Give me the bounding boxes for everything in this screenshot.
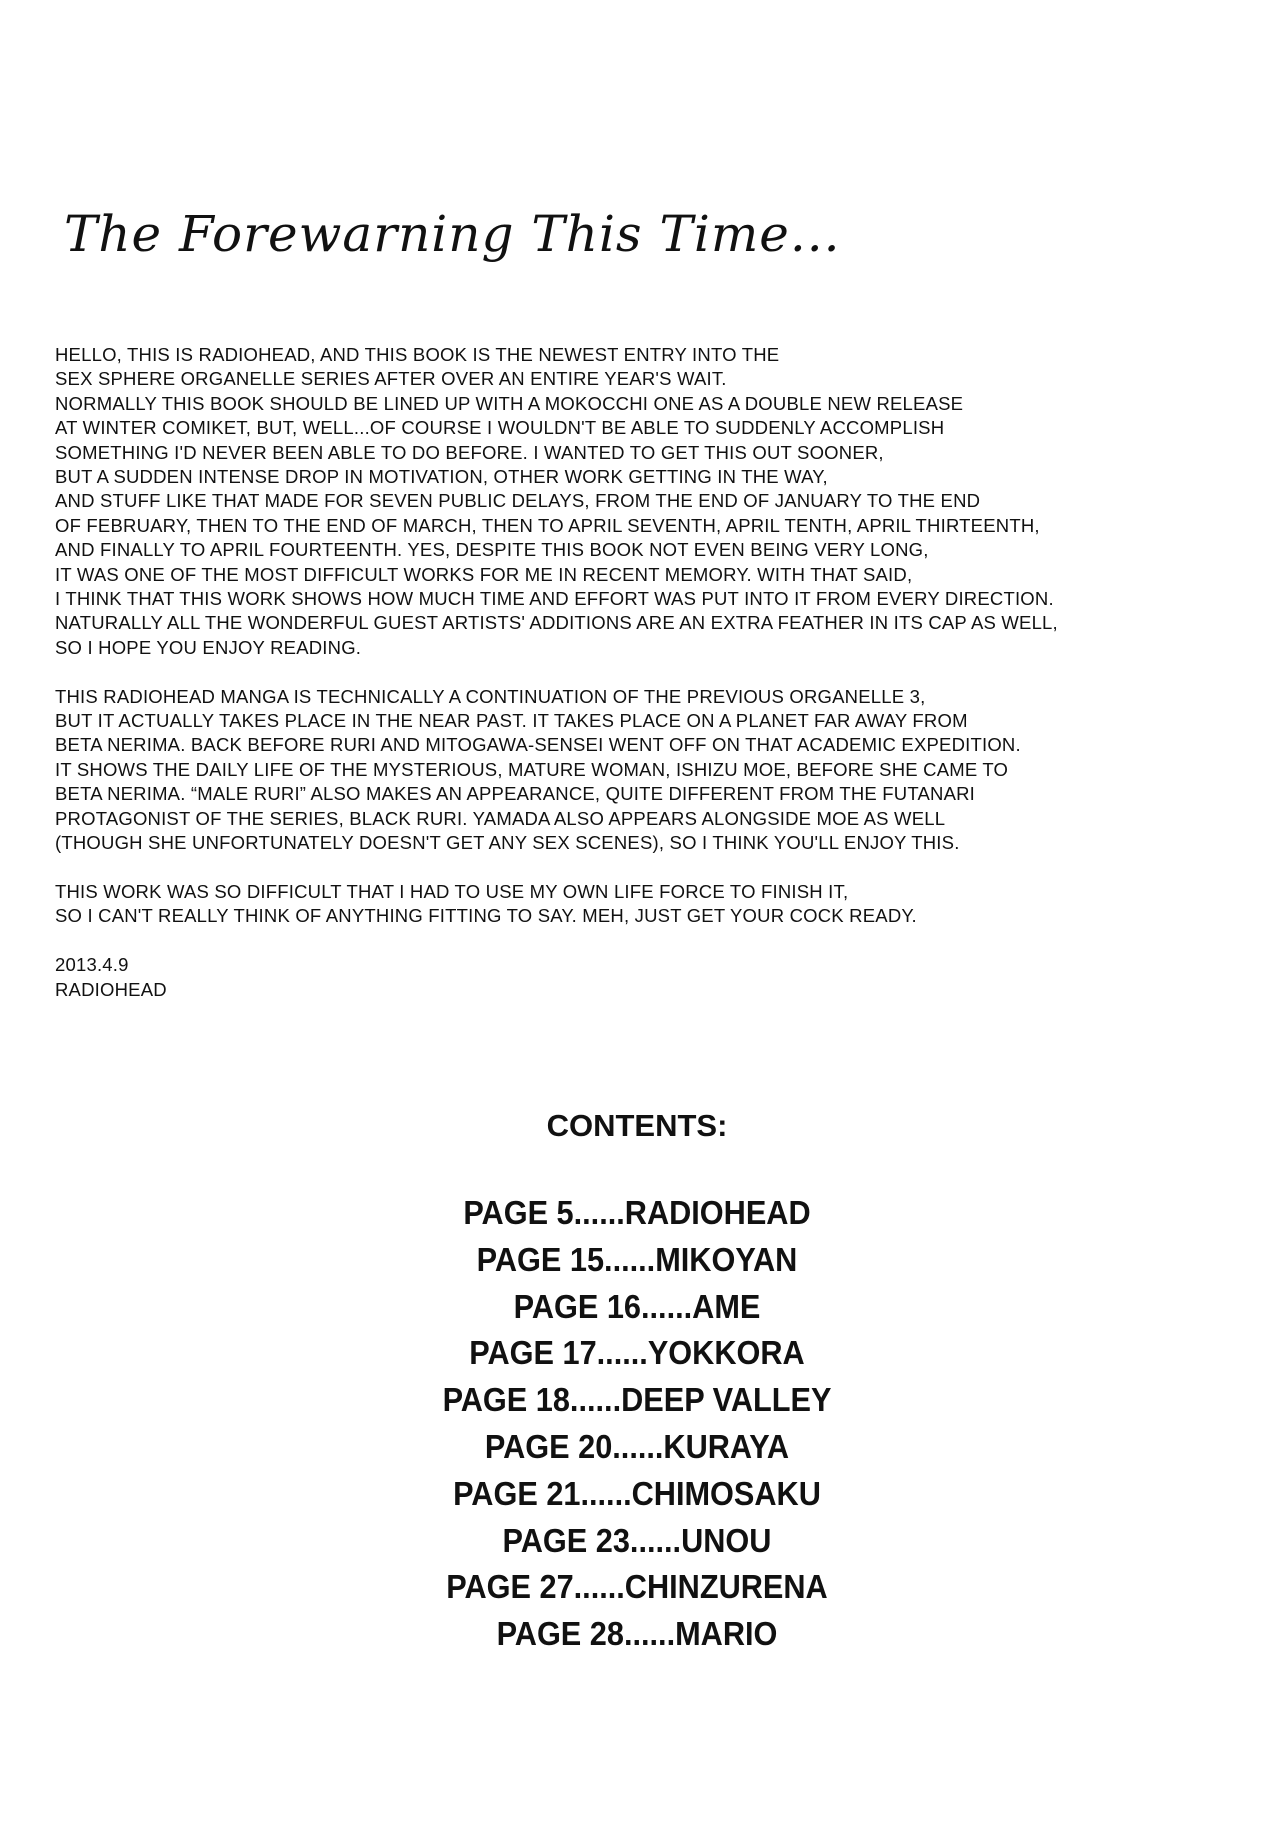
text-line: OF FEBRUARY, THEN TO THE END OF MARCH, THEN TO APRIL SEVENTH, APRIL TENTH, APRIL THIRTEENTH, [55,514,1040,536]
contents-item: PAGE 21......CHIMOSAKU [453,1474,821,1512]
text-line: BETA NERIMA. BACK BEFORE RURI AND MITOGAWA-SENSEI WENT OFF ON THAT ACADEMIC EXPEDITION. [55,734,1021,756]
text-line: SEX SPHERE ORGANELLE SERIES AFTER OVER AN ENTIRE YEAR'S WAIT. [55,368,727,390]
text-line: AND FINALLY TO APRIL FOURTEENTH. YES, DESPITE THIS BOOK NOT EVEN BEING VERY LONG, [55,539,929,561]
text-line: IT SHOWS THE DAILY LIFE OF THE MYSTERIOUS, MATURE WOMAN, ISHIZU MOE, BEFORE SHE CAME TO [55,758,1009,780]
contents-list [0,1190,1274,1658]
text-line: SO I CAN'T REALLY THINK OF ANYTHING FITTING TO SAY. MEH, JUST GET YOUR COCK READY. [55,905,917,927]
contents-heading: CONTENTS: [546,1108,728,1143]
text-line: I THINK THAT THIS WORK SHOWS HOW MUCH TIME AND EFFORT WAS PUT INTO IT FROM EVERY DIRECTION. [55,588,1054,610]
foreword-body [55,343,1058,1002]
text-line: RADIOHEAD [55,978,167,1000]
text-line: THIS RADIOHEAD MANGA IS TECHNICALLY A CONTINUATION OF THE PREVIOUS ORGANELLE 3, [55,685,926,707]
contents-item: PAGE 15......MIKOYAN [476,1240,798,1278]
paragraph-gap [55,856,1058,880]
contents-item: PAGE 5......RADIOHEAD [463,1194,811,1231]
paragraph-gap [55,929,1058,953]
text-line: NATURALLY ALL THE WONDERFUL GUEST ARTISTS' ADDITIONS ARE AN EXTRA FEATHER IN ITS CAP AS WELL, [55,612,1058,634]
text-line: BUT IT ACTUALLY TAKES PLACE IN THE NEAR PAST. IT TAKES PLACE ON A PLANET FAR AWAY FROM [55,710,968,732]
text-line: BETA NERIMA. “MALE RURI” ALSO MAKES AN APPEARANCE, QUITE DIFFERENT FROM THE FUTANARI [55,783,976,805]
contents-item: PAGE 18......DEEP VALLEY [442,1381,832,1419]
table-of-contents [0,1108,1274,1658]
page-title: The Forewarning This Time... [64,205,841,263]
text-line: THIS WORK WAS SO DIFFICULT THAT I HAD TO USE MY OWN LIFE FORCE TO FINISH IT, [55,880,849,902]
text-line: AND STUFF LIKE THAT MADE FOR SEVEN PUBLIC DELAYS, FROM THE END OF JANUARY TO THE END [55,490,981,512]
text-line: NORMALLY THIS BOOK SHOULD BE LINED UP WITH A MOKOCCHI ONE AS A DOUBLE NEW RELEASE [55,392,964,414]
text-line: SO I HOPE YOU ENJOY READING. [55,636,362,658]
contents-item: PAGE 28......MARIO [496,1615,778,1653]
text-line: IT WAS ONE OF THE MOST DIFFICULT WORKS FOR ME IN RECENT MEMORY. WITH THAT SAID, [55,563,913,585]
text-line: AT WINTER COMIKET, BUT, WELL...OF COURSE I WOULDN'T BE ABLE TO SUDDENLY ACCOMPLISH [55,417,945,439]
text-line: (THOUGH SHE UNFORTUNATELY DOESN'T GET ANY SEX SCENES), SO I THINK YOU'LL ENJOY THIS. [55,832,960,854]
text-line: 2013.4.9 [55,954,129,976]
contents-item: PAGE 16......AME [513,1287,761,1325]
text-line: HELLO, THIS IS RADIOHEAD, AND THIS BOOK IS THE NEWEST ENTRY INTO THE [55,344,780,365]
text-line: PROTAGONIST OF THE SERIES, BLACK RURI. YAMADA ALSO APPEARS ALONGSIDE MOE AS WELL [55,807,946,829]
contents-item: PAGE 20......KURAYA [484,1427,790,1465]
contents-item: PAGE 27......CHINZURENA [446,1568,828,1606]
contents-item: PAGE 23......UNOU [502,1521,772,1559]
text-line: SOMETHING I'D NEVER BEEN ABLE TO DO BEFORE. I WANTED TO GET THIS OUT SOONER, [55,441,884,463]
contents-item: PAGE 17......YOKKORA [469,1334,805,1372]
text-line: BUT A SUDDEN INTENSE DROP IN MOTIVATION, OTHER WORK GETTING IN THE WAY, [55,466,828,488]
paragraph-gap [55,660,1058,684]
